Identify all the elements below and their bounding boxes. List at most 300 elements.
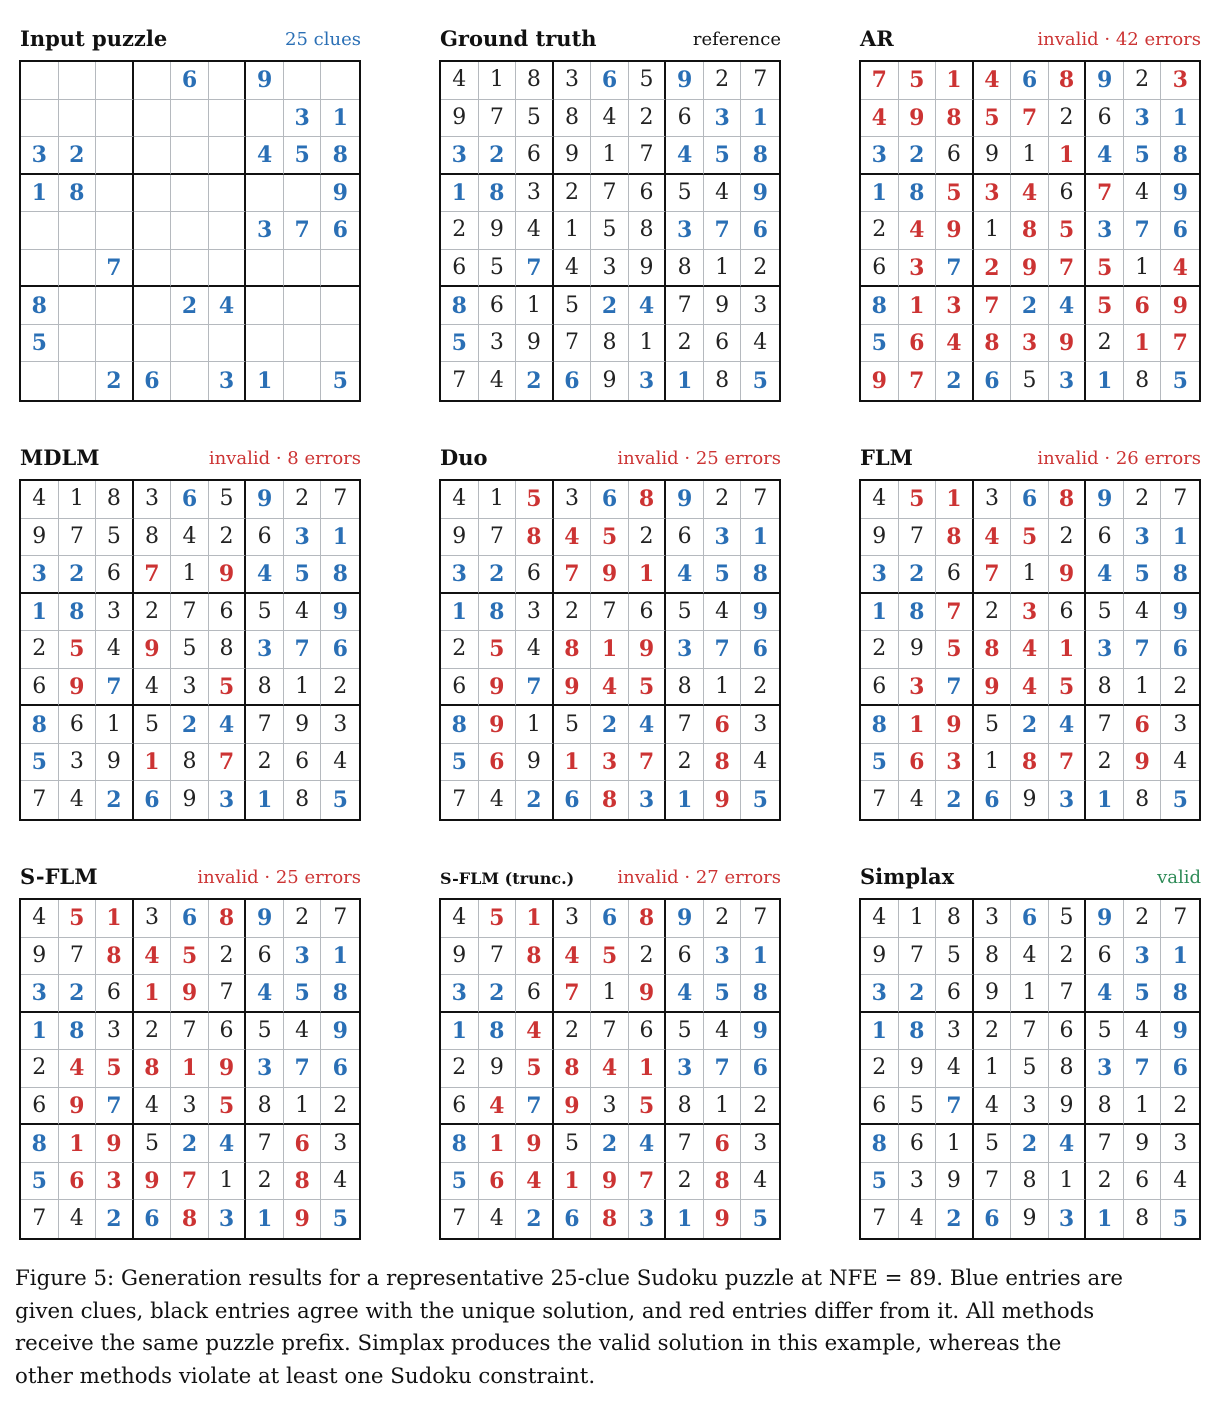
sudoku-cell: 7 [171, 594, 209, 632]
clue-cell: 9 [246, 900, 284, 938]
error-cell: 7 [899, 362, 937, 400]
sudoku-cell [284, 362, 322, 400]
error-cell: 6 [899, 744, 937, 782]
clue-cell: 7 [96, 669, 134, 707]
error-cell: 3 [899, 669, 937, 707]
sudoku-cell: 7 [1011, 1013, 1049, 1051]
clue-cell: 3 [21, 137, 59, 175]
sudoku-cell: 9 [479, 212, 517, 250]
sudoku-cell: 3 [321, 706, 359, 744]
clue-cell: 5 [441, 1163, 479, 1201]
error-cell: 4 [899, 212, 937, 250]
sudoku-cell: 6 [209, 1013, 247, 1051]
sudoku-cell: 9 [899, 631, 937, 669]
clue-cell: 4 [629, 1125, 667, 1163]
sudoku-cell: 7 [171, 1013, 209, 1051]
clue-cell: 1 [666, 781, 704, 819]
sudoku-cell: 2 [861, 1050, 899, 1088]
clue-cell: 6 [974, 781, 1012, 819]
error-cell: 3 [1161, 62, 1199, 100]
clue-cell: 3 [704, 519, 742, 557]
sudoku-cell: 7 [666, 1125, 704, 1163]
sudoku-cell: 1 [209, 1163, 247, 1201]
error-cell: 4 [1011, 669, 1049, 707]
error-cell: 9 [629, 975, 667, 1013]
sudoku-cell: 3 [1011, 1088, 1049, 1126]
sudoku-cell [134, 250, 172, 288]
clue-cell: 3 [861, 556, 899, 594]
clue-cell: 1 [246, 781, 284, 819]
sudoku-cell [96, 100, 134, 138]
clue-cell: 6 [591, 481, 629, 519]
clue-cell: 1 [246, 1200, 284, 1238]
sudoku-cell: 6 [1086, 519, 1124, 557]
clue-cell: 1 [1086, 362, 1124, 400]
clue-cell: 4 [1049, 287, 1087, 325]
error-cell: 9 [516, 1125, 554, 1163]
clue-cell: 8 [899, 175, 937, 213]
error-cell: 8 [629, 900, 667, 938]
panel-header [439, 0, 781, 51]
clue-cell: 3 [246, 1050, 284, 1088]
sudoku-cell: 7 [21, 1200, 59, 1238]
clue-cell: 2 [171, 706, 209, 744]
sudoku-cell [246, 325, 284, 363]
sudoku-cell: 3 [741, 706, 779, 744]
sudoku-cell: 5 [1086, 594, 1124, 632]
clue-cell: 4 [209, 706, 247, 744]
sudoku-cell: 2 [1161, 1088, 1199, 1126]
clue-cell: 8 [21, 1125, 59, 1163]
sudoku-cell: 6 [936, 137, 974, 175]
sudoku-cell: 1 [284, 1088, 322, 1126]
error-cell: 1 [936, 62, 974, 100]
error-cell: 1 [629, 1050, 667, 1088]
sudoku-cell: 6 [1049, 594, 1087, 632]
sudoku-cell: 6 [899, 1125, 937, 1163]
sudoku-cell: 6 [629, 1013, 667, 1051]
panel-header [439, 838, 781, 888]
sudoku-cell: 7 [59, 938, 97, 976]
clue-cell: 7 [96, 250, 134, 288]
clue-cell: 8 [21, 706, 59, 744]
sudoku-cell: 2 [554, 594, 592, 632]
clue-cell: 6 [1161, 1050, 1199, 1088]
error-cell: 9 [1049, 325, 1087, 363]
sudoku-cell: 4 [936, 1050, 974, 1088]
sudoku-cell: 5 [666, 175, 704, 213]
error-cell: 9 [479, 669, 517, 707]
sudoku-cell: 1 [974, 1050, 1012, 1088]
error-cell: 8 [1011, 212, 1049, 250]
sudoku-cell: 3 [554, 481, 592, 519]
error-cell: 2 [974, 250, 1012, 288]
sudoku-cell: 7 [591, 175, 629, 213]
error-cell: 4 [59, 1050, 97, 1088]
sudoku-cell: 5 [1011, 1050, 1049, 1088]
sudoku-cell: 6 [629, 175, 667, 213]
sudoku-cell: 7 [479, 938, 517, 976]
error-cell: 9 [59, 669, 97, 707]
sudoku-cell: 2 [666, 1163, 704, 1201]
error-cell: 9 [171, 975, 209, 1013]
clue-cell: 6 [741, 631, 779, 669]
sudoku-cell: 9 [1011, 1200, 1049, 1238]
clue-cell: 7 [704, 1050, 742, 1088]
clue-cell: 2 [936, 362, 974, 400]
clue-cell: 1 [441, 175, 479, 213]
sudoku-cell: 4 [591, 100, 629, 138]
clue-cell: 3 [209, 362, 247, 400]
sudoku-cell: 7 [321, 481, 359, 519]
panel-status: invalid · 25 errors [197, 867, 361, 888]
clue-cell: 8 [899, 1013, 937, 1051]
error-cell: 1 [899, 287, 937, 325]
sudoku-cell: 6 [861, 1088, 899, 1126]
sudoku-cell: 9 [1049, 1088, 1087, 1126]
error-cell: 5 [1086, 250, 1124, 288]
sudoku-cell [284, 62, 322, 100]
sudoku-cell: 1 [1011, 975, 1049, 1013]
sudoku-cell [59, 362, 97, 400]
sudoku-cell [171, 362, 209, 400]
clue-cell: 7 [516, 1088, 554, 1126]
clue-cell: 4 [1086, 975, 1124, 1013]
clue-cell: 3 [209, 781, 247, 819]
sudoku-cell: 5 [246, 594, 284, 632]
clue-cell: 8 [479, 594, 517, 632]
panel-status: invalid · 42 errors [1037, 29, 1201, 50]
sudoku-cell: 6 [1124, 1163, 1162, 1201]
error-cell: 1 [1049, 137, 1087, 175]
clue-cell: 2 [479, 556, 517, 594]
sudoku-cell: 5 [516, 100, 554, 138]
sudoku-cell: 9 [554, 137, 592, 175]
clue-cell: 7 [516, 250, 554, 288]
caption-line: other methods violate at least one Sudoku constraint. [15, 1363, 596, 1389]
sudoku-cell [21, 212, 59, 250]
clue-cell: 3 [629, 1200, 667, 1238]
sudoku-cell: 4 [321, 1163, 359, 1201]
clue-cell: 2 [1011, 706, 1049, 744]
sudoku-cell: 4 [899, 781, 937, 819]
sudoku-cell: 5 [899, 1088, 937, 1126]
sudoku-cell: 9 [591, 362, 629, 400]
sudoku-cell: 2 [974, 594, 1012, 632]
sudoku-cell: 3 [516, 594, 554, 632]
clue-cell: 8 [21, 287, 59, 325]
sudoku-cell [134, 100, 172, 138]
clue-cell: 1 [21, 594, 59, 632]
error-cell: 4 [554, 938, 592, 976]
error-cell: 4 [134, 938, 172, 976]
sudoku-cell: 1 [554, 212, 592, 250]
clue-cell: 5 [1172, 787, 1188, 814]
sudoku-cell [171, 325, 209, 363]
sudoku-cell: 8 [246, 1088, 284, 1126]
sudoku-cell: 2 [629, 519, 667, 557]
sudoku-cell: 4 [741, 1163, 779, 1201]
clue-cell: 1 [666, 362, 704, 400]
clue-cell: 1 [1161, 938, 1199, 976]
clue-cell: 3 [441, 556, 479, 594]
panel-status: valid [1157, 867, 1201, 888]
sudoku-cell [209, 62, 247, 100]
sudoku-cell: 2 [666, 744, 704, 782]
sudoku-cell [171, 137, 209, 175]
sudoku-cell: 7 [209, 975, 247, 1013]
error-cell: 5 [59, 900, 97, 938]
sudoku-cell: 7 [666, 287, 704, 325]
error-cell: 1 [936, 481, 974, 519]
sudoku-grid [439, 898, 781, 1240]
sudoku-cell: 6 [59, 706, 97, 744]
sudoku-cell: 8 [666, 1088, 704, 1126]
sudoku-cell: 1 [171, 556, 209, 594]
error-cell: 4 [554, 519, 592, 557]
sudoku-cell: 4 [134, 1088, 172, 1126]
clue-cell: 9 [666, 481, 704, 519]
error-cell: 9 [96, 1125, 134, 1163]
sudoku-cell: 7 [479, 100, 517, 138]
sudoku-cell: 8 [1086, 669, 1124, 707]
error-cell: 6 [704, 1125, 742, 1163]
sudoku-cell [284, 250, 322, 288]
sudoku-cell: 6 [479, 287, 517, 325]
clue-cell: 4 [629, 287, 667, 325]
error-cell: 9 [899, 100, 937, 138]
error-cell: 9 [591, 1163, 629, 1201]
clue-cell: 8 [861, 287, 899, 325]
sudoku-cell: 4 [554, 250, 592, 288]
panel-ar [859, 0, 1201, 395]
panel-status: reference [692, 29, 781, 50]
clue-cell: 6 [321, 212, 359, 250]
sudoku-cell [21, 250, 59, 288]
sudoku-cell: 7 [666, 706, 704, 744]
clue-cell: 8 [441, 706, 479, 744]
sudoku-cell: 5 [974, 706, 1012, 744]
sudoku-cell: 2 [284, 481, 322, 519]
error-cell: 5 [209, 1088, 247, 1126]
sudoku-cell: 3 [974, 900, 1012, 938]
clue-cell: 2 [516, 1200, 554, 1238]
sudoku-cell: 4 [21, 900, 59, 938]
sudoku-cell [246, 287, 284, 325]
sudoku-grid [19, 479, 361, 821]
clue-cell: 8 [321, 137, 359, 175]
sudoku-cell: 4 [284, 594, 322, 632]
sudoku-cell [134, 137, 172, 175]
clue-cell: 3 [1124, 519, 1162, 557]
error-cell: 8 [704, 744, 742, 782]
clue-cell: 6 [1011, 62, 1049, 100]
clue-cell: 4 [666, 137, 704, 175]
sudoku-cell: 4 [441, 62, 479, 100]
sudoku-cell [134, 62, 172, 100]
clue-cell: 1 [861, 594, 899, 632]
sudoku-cell: 9 [704, 287, 742, 325]
error-cell: 1 [96, 900, 134, 938]
sudoku-cell: 1 [899, 900, 937, 938]
sudoku-cell: 4 [441, 900, 479, 938]
error-cell: 6 [479, 744, 517, 782]
clue-cell: 8 [861, 1125, 899, 1163]
clue-cell: 3 [284, 938, 322, 976]
sudoku-cell: 4 [899, 1200, 937, 1238]
clue-cell: 6 [554, 1200, 592, 1238]
error-cell: 9 [936, 706, 974, 744]
clue-cell: 8 [479, 175, 517, 213]
sudoku-cell: 2 [1086, 1163, 1124, 1201]
error-cell: 9 [629, 631, 667, 669]
sudoku-cell: 4 [516, 212, 554, 250]
clue-cell: 7 [704, 631, 742, 669]
error-cell: 4 [974, 519, 1012, 557]
clue-cell: 5 [21, 1163, 59, 1201]
clue-cell: 6 [321, 631, 359, 669]
clue-cell: 8 [479, 1013, 517, 1051]
sudoku-cell: 7 [591, 594, 629, 632]
sudoku-cell: 2 [741, 669, 779, 707]
clue-cell: 4 [246, 556, 284, 594]
clue-cell: 4 [666, 556, 704, 594]
clue-cell: 2 [591, 1125, 629, 1163]
error-cell: 1 [1049, 631, 1087, 669]
clue-cell: 5 [21, 744, 59, 782]
clue-cell: 6 [134, 362, 172, 400]
sudoku-cell [171, 175, 209, 213]
sudoku-cell: 7 [1086, 706, 1124, 744]
sudoku-cell: 9 [899, 1050, 937, 1088]
clue-cell: 1 [666, 1200, 704, 1238]
error-cell: 8 [629, 481, 667, 519]
error-cell: 9 [1011, 250, 1049, 288]
error-cell: 9 [974, 669, 1012, 707]
sudoku-cell: 7 [861, 1200, 899, 1238]
clue-cell: 7 [284, 631, 322, 669]
error-cell: 5 [899, 481, 937, 519]
error-cell: 7 [554, 975, 592, 1013]
clue-cell: 3 [666, 1050, 704, 1088]
error-cell: 1 [1124, 325, 1162, 363]
clue-cell: 2 [899, 975, 937, 1013]
clue-cell: 9 [741, 1013, 779, 1051]
sudoku-cell: 5 [1086, 1013, 1124, 1051]
clue-cell: 3 [704, 100, 742, 138]
error-cell: 1 [134, 744, 172, 782]
clue-cell: 2 [591, 287, 629, 325]
panel-status: invalid · 26 errors [1037, 448, 1201, 469]
clue-cell: 2 [899, 137, 937, 175]
sudoku-cell: 2 [441, 1050, 479, 1088]
clue-cell: 5 [284, 556, 322, 594]
sudoku-cell: 2 [1086, 744, 1124, 782]
error-cell: 1 [59, 1125, 97, 1163]
sudoku-cell [96, 325, 134, 363]
sudoku-cell: 1 [1011, 556, 1049, 594]
clue-cell: 3 [21, 556, 59, 594]
sudoku-cell: 1 [1049, 1163, 1087, 1201]
clue-cell: 5 [441, 744, 479, 782]
sudoku-cell: 2 [209, 938, 247, 976]
clue-cell: 1 [441, 594, 479, 632]
error-cell: 8 [516, 519, 554, 557]
sudoku-cell: 8 [1124, 1200, 1162, 1238]
clue-cell: 8 [899, 594, 937, 632]
error-cell: 5 [1086, 287, 1124, 325]
clue-cell: 5 [704, 975, 742, 1013]
clue-cell: 5 [704, 556, 742, 594]
panel-status: 25 clues [285, 29, 361, 50]
error-cell: 5 [479, 631, 517, 669]
clue-cell: 5 [752, 368, 768, 395]
error-cell: 6 [1124, 706, 1162, 744]
sudoku-cell: 6 [1086, 938, 1124, 976]
error-cell: 7 [1049, 744, 1087, 782]
sudoku-cell: 2 [704, 62, 742, 100]
clue-cell: 3 [666, 631, 704, 669]
clue-cell: 9 [246, 481, 284, 519]
error-cell: 5 [629, 669, 667, 707]
clue-cell: 5 [1124, 975, 1162, 1013]
sudoku-cell: 3 [59, 744, 97, 782]
error-cell: 1 [134, 975, 172, 1013]
clue-cell: 9 [666, 62, 704, 100]
clue-cell: 1 [861, 1013, 899, 1051]
sudoku-cell [59, 250, 97, 288]
sudoku-cell: 1 [704, 250, 742, 288]
sudoku-cell: 7 [1161, 900, 1199, 938]
clue-cell: 4 [246, 137, 284, 175]
clue-cell: 2 [96, 362, 134, 400]
panel-input-puzzle [19, 0, 361, 395]
clue-cell: 6 [741, 212, 779, 250]
clue-cell: 2 [516, 781, 554, 819]
clue-cell: 8 [441, 287, 479, 325]
sudoku-cell: 8 [1124, 781, 1162, 819]
sudoku-cell: 4 [479, 781, 517, 819]
clue-cell: 5 [861, 325, 899, 363]
sudoku-cell: 8 [1124, 362, 1162, 400]
sudoku-cell: 8 [1049, 1050, 1087, 1088]
sudoku-cell: 1 [591, 975, 629, 1013]
error-cell: 7 [1049, 250, 1087, 288]
sudoku-cell: 9 [936, 1163, 974, 1201]
sudoku-cell: 4 [741, 325, 779, 363]
sudoku-cell: 8 [666, 250, 704, 288]
clue-cell: 2 [479, 975, 517, 1013]
sudoku-cell [59, 62, 97, 100]
clue-cell: 6 [171, 481, 209, 519]
sudoku-cell: 4 [741, 744, 779, 782]
error-cell: 9 [134, 1163, 172, 1201]
sudoku-cell: 2 [554, 1013, 592, 1051]
error-cell: 8 [171, 1200, 209, 1238]
sudoku-cell: 2 [861, 212, 899, 250]
sudoku-cell: 2 [1049, 938, 1087, 976]
sudoku-cell: 5 [936, 938, 974, 976]
error-cell: 7 [1161, 325, 1199, 363]
sudoku-cell: 4 [321, 744, 359, 782]
clue-cell: 4 [209, 1125, 247, 1163]
sudoku-cell: 7 [741, 900, 779, 938]
sudoku-cell [21, 62, 59, 100]
sudoku-cell: 9 [171, 781, 209, 819]
sudoku-cell [59, 287, 97, 325]
panel-title: FLM [860, 445, 913, 470]
error-cell: 5 [96, 1050, 134, 1088]
